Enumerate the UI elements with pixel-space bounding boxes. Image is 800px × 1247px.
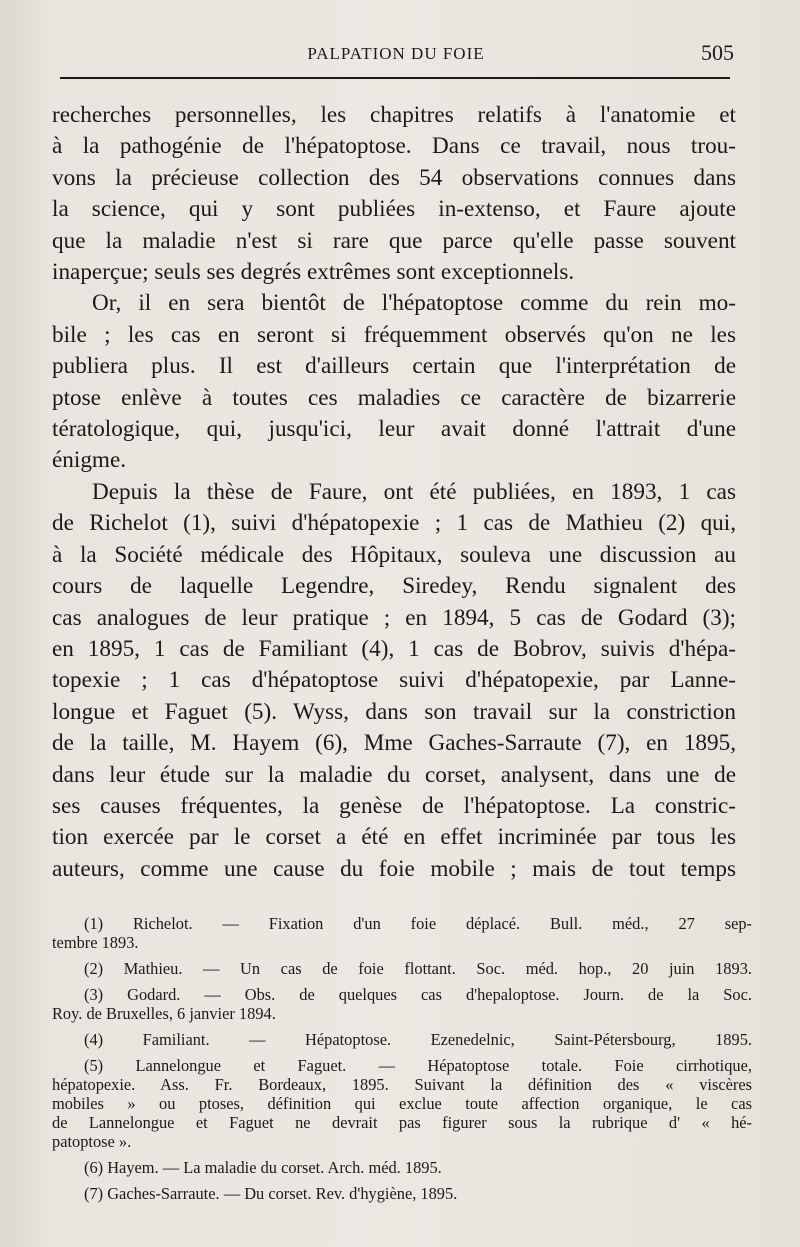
- page-header: [58, 40, 734, 70]
- text-line: ptose enlève à toutes ces maladies ce caractère de bizarrerie: [52, 384, 736, 411]
- footnote: [52, 914, 752, 952]
- footnote: [52, 959, 752, 978]
- footnote-line: (7) Gaches-Sarraute. — Du corset. Rev. d'hygiène, 1895.: [84, 1184, 458, 1203]
- text-line: en 1895, 1 cas de Familiant (4), 1 cas de Bobrov, suivis d'hépa-: [52, 635, 736, 662]
- text-line: à la pathogénie de l'hépatoptose. Dans ce travail, nous trou-: [52, 133, 736, 160]
- footnote: [52, 1184, 752, 1203]
- text-line: de Richelot (1), suivi d'hépatopexie ; 1 cas de Mathieu (2) qui,: [52, 510, 736, 537]
- paragraph: [52, 288, 736, 476]
- text-line: tératologique, qui, jusqu'ici, leur avait donné l'attrait d'une: [52, 416, 736, 443]
- footnote-line: patoptose ».: [52, 1132, 132, 1151]
- paragraph: [52, 100, 736, 288]
- header-rule: [60, 77, 730, 79]
- text-line: à la Société médicale des Hôpitaux, souleva une discussion au: [52, 541, 736, 568]
- text-line: topexie ; 1 cas d'hépatoptose suivi d'hépatopexie, par Lanne-: [52, 667, 736, 694]
- footnote-line: hépatopexie. Ass. Fr. Bordeaux, 1895. Suivant la définition des « viscères: [52, 1075, 752, 1094]
- text-line: auteurs, comme une cause du foie mobile ; mais de tout temps: [52, 855, 736, 882]
- footnote-line: mobiles » ou ptoses, définition qui exclue toute affection organique, le cas: [52, 1094, 752, 1113]
- footnote: [52, 985, 752, 1023]
- text-line: de la taille, M. Hayem (6), Mme Gaches-Sarraute (7), en 1895,: [52, 730, 736, 757]
- paragraph: [52, 477, 736, 885]
- footnote: [52, 1056, 752, 1151]
- text-line: publiera plus. Il est d'ailleurs certain que l'interprétation de: [52, 353, 736, 380]
- footnote-line: (5) Lannelongue et Faguet. — Hépatoptose totale. Foie cirrhotique,: [84, 1056, 752, 1075]
- footnote-line: de Lannelongue et Faguet ne devrait pas figurer sous la rubrique d' « hé-: [52, 1113, 752, 1132]
- running-title: PALPATION DU FOIE: [307, 44, 485, 63]
- text-line: vons la précieuse collection des 54 observations connues dans: [52, 164, 736, 191]
- footnote-line: (6) Hayem. — La maladie du corset. Arch. méd. 1895.: [84, 1158, 442, 1177]
- text-line: que la maladie n'est si rare que parce qu'elle passe souvent: [52, 227, 736, 254]
- text-line: énigme.: [52, 447, 127, 474]
- footnote-line: (1) Richelot. — Fixation d'un foie déplacé. Bull. méd., 27 sep-: [84, 914, 752, 933]
- text-line: Depuis la thèse de Faure, ont été publiées, en 1893, 1 cas: [92, 478, 736, 505]
- text-line: ses causes fréquentes, la genèse de l'hépatoptose. La constric-: [52, 792, 736, 819]
- footnote-line: (3) Godard. — Obs. de quelques cas d'hepaloptose. Journ. de la Soc.: [84, 985, 752, 1004]
- text-line: recherches personnelles, les chapitres relatifs à l'anatomie et: [52, 102, 736, 128]
- footnote-line: (2) Mathieu. — Un cas de foie flottant. Soc. méd. hop., 20 juin 1893.: [84, 959, 752, 978]
- footnote: [52, 1158, 752, 1177]
- text-line: longue et Faguet (5). Wyss, dans son travail sur la constriction: [52, 698, 736, 725]
- text-line: cours de laquelle Legendre, Siredey, Rendu signalent des: [52, 573, 736, 600]
- text-line: Or, il en sera bientôt de l'hépatoptose comme du rein mo-: [92, 290, 736, 317]
- footnote: [52, 1030, 752, 1049]
- page-number: 505: [701, 40, 734, 65]
- text-line: dans leur étude sur la maladie du corset, analysent, dans une de: [52, 761, 736, 788]
- text-line: inaperçue; seuls ses degrés extrêmes sont exceptionnels.: [52, 259, 575, 286]
- text-line: bile ; les cas en seront si fréquemment observés qu'on ne les: [52, 321, 736, 348]
- footnote-line: tembre 1893.: [52, 933, 139, 952]
- footnote-line: (4) Familiant. — Hépatoptose. Ezenedelnic, Saint-Pétersbourg, 1895.: [84, 1030, 752, 1049]
- body-text: [52, 100, 736, 885]
- footnotes: [52, 914, 752, 1210]
- text-line: tion exercée par le corset a été en effet incriminée par tous les: [52, 824, 736, 851]
- text-line: cas analogues de leur pratique ; en 1894, 5 cas de Godard (3);: [52, 604, 736, 631]
- footnote-line: Roy. de Bruxelles, 6 janvier 1894.: [52, 1004, 276, 1023]
- text-line: la science, qui y sont publiées in-extenso, et Faure ajoute: [52, 196, 736, 223]
